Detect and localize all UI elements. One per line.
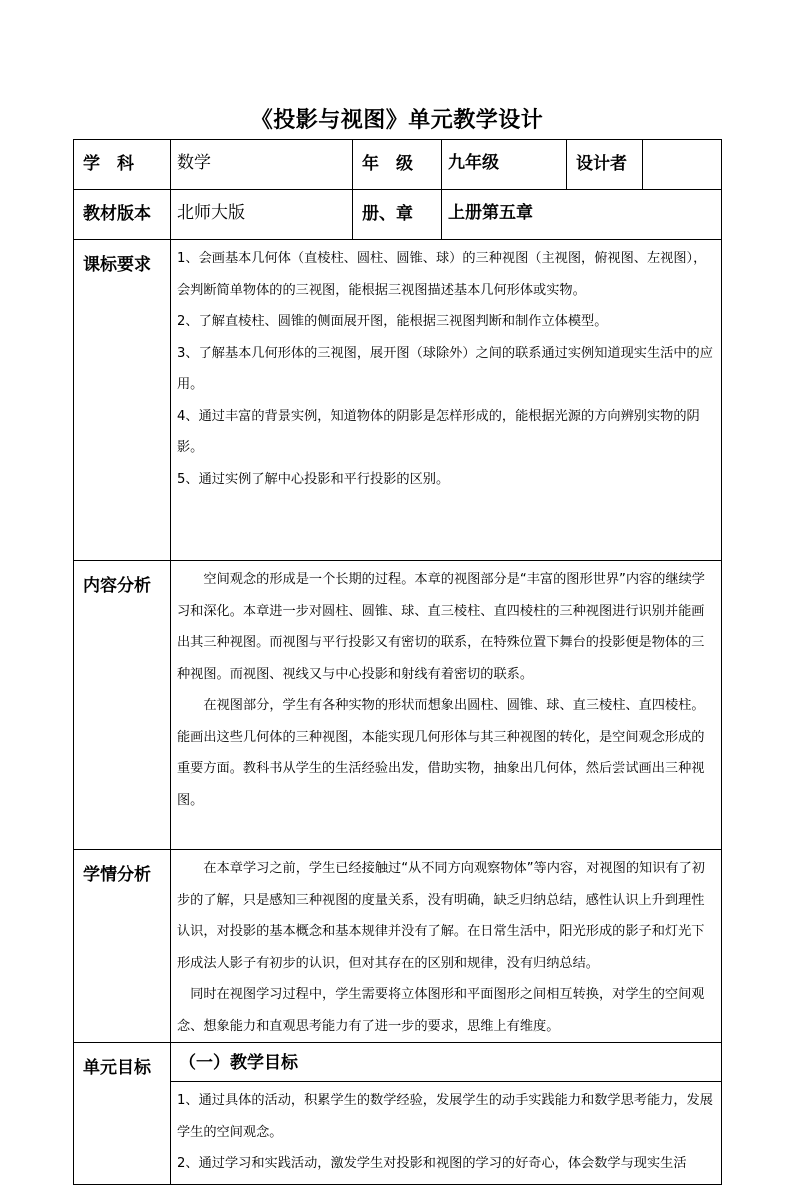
learner-paragraph: 在本章学习之前，学生已经接触过“从不同方向观察物体”等内容，对视图的知识有了初步的了解，只是感知三种视图的度量关系，没有明确，缺乏归纳总结，感性认识上升到理性认识，对投影的基本概念和基本规律并没有了解。在日常生活中，阳光形成的影子和灯光下形成法人影子有初步的认识，但对其存在的区别和规律，没有归纳总结。: [177, 861, 705, 971]
volume-value: 上册第五章: [442, 190, 722, 240]
subject-label: 学 科: [74, 140, 171, 190]
goal-item: 1、通过具体的活动，积累学生的数学经验，发展学生的动手实践能力和数学思考能力，发展学生的空间观念。: [177, 1093, 713, 1140]
unit-goals-row: [74, 1043, 722, 1185]
requirement-item: 4、通过丰富的背景实例，知道物体的阴影是怎样形成的，能根据光源的方向辨别实物的阴影。: [177, 408, 700, 455]
designer-label: 设计者: [567, 140, 643, 190]
course-requirements-row: [74, 240, 722, 561]
lesson-design-table: [73, 139, 722, 1185]
unit-goals-content: [171, 1043, 722, 1185]
content-paragraph: 空间观念的形成是一个长期的过程。本章的视图部分是“丰富的图形世界”内容的继续学习和深化。本章进一步对圆柱、圆锥、球、直三棱柱、直四棱柱的三种视图进行识别并能画出其三种视图。而视图与平行投影又有密切的联系，在特殊位置下舞台的投影便是物体的三种视图。而视图、视线又与中心投影和射线有着密切的联系。: [177, 572, 705, 682]
header-row-subject: [74, 140, 722, 190]
requirement-item: 1、会画基本几何体（直棱柱、圆柱、圆锥、球）的三种视图（主视图，俯视图、左视图），会判断简单物体的的三视图，能根据三视图描述基本几何形体或实物。: [177, 251, 707, 298]
content-analysis-content: [171, 561, 722, 850]
teaching-goals-list: [171, 1081, 721, 1180]
edition-label: 教材版本: [74, 190, 171, 240]
learner-analysis-label: 学情分析: [74, 850, 171, 1043]
course-requirements-content: [171, 240, 722, 561]
content-analysis-row: [74, 561, 722, 850]
goal-item: 2、通过学习和实践活动，激发学生对投影和视图的学习的好奇心，体会数学与现实生活: [177, 1156, 687, 1171]
learner-analysis-row: [74, 850, 722, 1043]
designer-value: [643, 140, 722, 190]
unit-goals-label: 单元目标: [74, 1043, 171, 1185]
teaching-goals-heading: （一）教学目标: [179, 1053, 298, 1073]
edition-value: 北师大版: [171, 190, 353, 240]
requirement-item: 3、了解基本几何形体的三视图，展开图（球除外）之间的联系通过实例知道现实生活中的应用。: [177, 345, 713, 392]
content-paragraph: 在视图部分，学生有各种实物的形状而想象出圆柱、圆锥、球、直三棱柱、直四棱柱。能画出这些几何体的三种视图，本能实现几何形体与其三种视图的转化，是空间观念形成的重要方面。教科书从学生的生活经验出发，借助实物，抽象出几何体，然后尝试画出三种视图。: [177, 698, 705, 808]
requirement-item: 2、了解直棱柱、圆锥的侧面展开图，能根据三视图判断和制作立体模型。: [177, 314, 608, 329]
learner-paragraph: 同时在视图学习过程中，学生需要将立体图形和平面图形之间相互转换，对学生的空间观念、想象能力和直观思考能力有了进一步的要求，思维上有维度。: [177, 987, 705, 1034]
subject-value: 数学: [171, 140, 353, 190]
header-row-edition: [74, 190, 722, 240]
content-analysis-label: 内容分析: [74, 561, 171, 850]
grade-value: 九年级: [442, 140, 567, 190]
document-title: 《投影与视图》单元教学设计: [250, 107, 544, 133]
volume-label: 册、章: [353, 190, 442, 240]
course-requirements-label: 课标要求: [74, 240, 171, 561]
learner-analysis-content: [171, 850, 722, 1043]
grade-label: 年 级: [353, 140, 442, 190]
requirement-item: 5、通过实例了解中心投影和平行投影的区别。: [177, 471, 450, 487]
